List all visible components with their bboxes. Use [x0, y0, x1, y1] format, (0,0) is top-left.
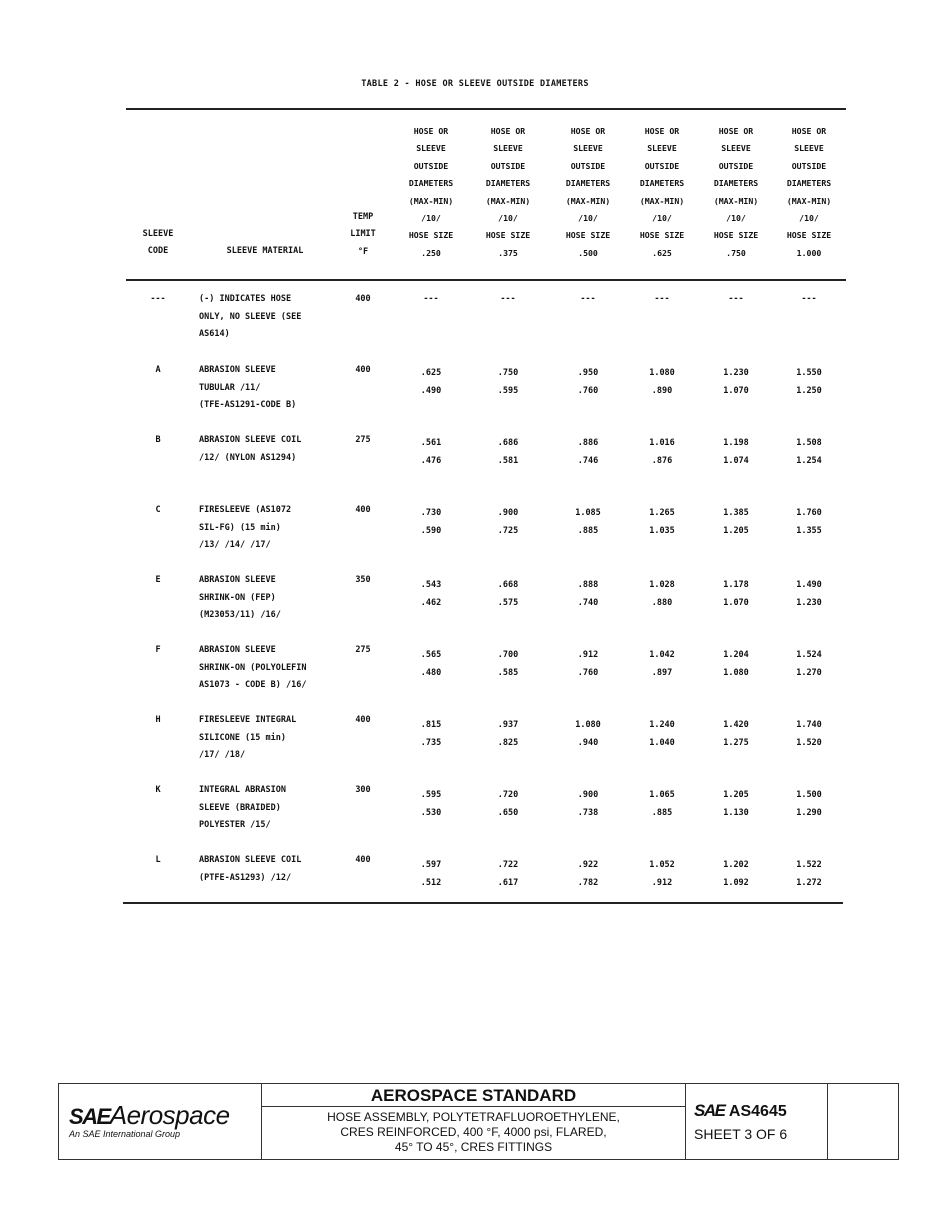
sheet-number: SHEET 3 OF 6: [694, 1126, 788, 1142]
sleeve-material-line: SIL-FG) (15 min): [199, 522, 281, 533]
temp-limit: 400: [355, 365, 371, 375]
header-hose-size-line: DIAMETERS: [713, 178, 759, 189]
diameter-cell: [703, 577, 769, 612]
diameter-min: .825: [497, 737, 519, 748]
header-hose-size-line: DIAMETERS: [485, 178, 531, 189]
header-hose-size-line: .250: [421, 247, 441, 258]
diameter-cell: [555, 857, 621, 892]
sleeve-material-line: SHRINK-ON (POLYOLEFIN: [199, 662, 307, 673]
header-hose-size-line: /10/: [498, 213, 518, 224]
header-hose-size-line: HOSE OR: [644, 126, 680, 136]
header-hose-size-line: .375: [498, 247, 518, 258]
diameter-cell: [629, 435, 695, 470]
table-bottom-rule: [123, 902, 843, 904]
diameter-cell: [703, 717, 769, 752]
diameter-cell: [703, 365, 769, 400]
sleeve-material-line: SILICONE (15 min): [199, 732, 286, 743]
header-hose-size-line: (MAX-MIN): [485, 195, 531, 206]
header-temp-line1: TEMP: [352, 212, 374, 222]
sleeve-code: ---: [150, 294, 166, 304]
header-hose-size-line: 1.000: [796, 247, 822, 258]
diameter-cell: [555, 365, 621, 400]
sleeve-material-line: /12/ (NYLON AS1294): [199, 452, 297, 463]
sleeve-code: E: [155, 575, 161, 585]
diameter-max: .720: [497, 790, 519, 800]
standard-title: AEROSPACE STANDARD: [262, 1084, 685, 1107]
diameter-min: .650: [497, 807, 519, 818]
diameter-min: .725: [497, 525, 519, 536]
diameter-max: 1.230: [723, 368, 749, 378]
diameter-cell: [398, 647, 464, 682]
header-hose-size-1: [398, 123, 464, 262]
diameter-cell: [475, 717, 541, 752]
logo-tagline: An SAE International Group: [69, 1129, 181, 1139]
diameter-min: 1.074: [723, 455, 749, 466]
header-hose-size-line: HOSE SIZE: [565, 230, 611, 241]
temp-limit: 300: [355, 785, 371, 795]
header-hose-size-line: OUTSIDE: [490, 160, 526, 171]
diameter-cell: [398, 717, 464, 752]
doc-number: [694, 1101, 787, 1121]
diameter-max: 1.080: [575, 720, 601, 730]
header-hose-size-6: [776, 123, 842, 262]
diameter-min: .581: [497, 455, 519, 466]
diameter-cell: [555, 717, 621, 752]
header-hose-size-line: OUTSIDE: [413, 160, 449, 171]
sleeve-material-line: AS614): [199, 329, 230, 339]
diameter-min: 1.272: [796, 877, 822, 888]
header-hose-size-line: HOSE OR: [718, 126, 754, 136]
sleeve-material-line: AS1073 - CODE B) /16/: [199, 680, 307, 690]
diameter-max: 1.524: [796, 650, 822, 660]
diameter-max: 1.420: [723, 720, 749, 730]
diameter-min: 1.230: [796, 597, 822, 608]
temp-limit: 350: [355, 575, 371, 585]
sleeve-material: [199, 362, 349, 415]
diameter-cell: [776, 857, 842, 892]
doc-number-text: AS4645: [728, 1103, 787, 1120]
diameter-min: .575: [497, 597, 519, 608]
diameter-max: .886: [577, 438, 599, 448]
diameter-min: .617: [497, 877, 519, 888]
header-hose-size-line: (MAX-MIN): [713, 195, 759, 206]
standard-cell: [262, 1084, 686, 1159]
header-temp-line2: LIMIT: [350, 229, 376, 240]
diameter-max: .565: [420, 650, 442, 660]
diameter-cell: [629, 291, 695, 309]
diameter-max: .900: [497, 508, 519, 518]
diameter-max: .543: [420, 580, 442, 590]
sleeve-material-line: (PTFE-AS1293) /12/: [199, 872, 292, 883]
diameter-max: ---: [728, 294, 744, 304]
diameter-min: .480: [420, 667, 442, 678]
header-hose-size-line: HOSE SIZE: [639, 230, 685, 241]
header-hose-size-line: DIAMETERS: [565, 178, 611, 189]
diameter-cell: [703, 857, 769, 892]
header-hose-size-5: [703, 123, 769, 262]
sleeve-material-line: ONLY, NO SLEEVE (SEE: [199, 311, 302, 322]
diameter-min: .595: [497, 385, 519, 396]
diameter-cell: [703, 505, 769, 540]
diameter-cell: [475, 435, 541, 470]
diameter-min: .760: [577, 667, 599, 678]
diameter-max: 1.385: [723, 508, 749, 518]
diameter-cell: [776, 365, 842, 400]
diameter-max: 1.550: [796, 368, 822, 378]
diameter-min: .940: [577, 737, 599, 748]
sae-logo-mark: SAE: [69, 1104, 110, 1129]
diameter-cell: [398, 857, 464, 892]
diameter-min: .585: [497, 667, 519, 678]
diameter-max: 1.052: [649, 860, 675, 870]
sleeve-material-line: ABRASION SLEEVE: [199, 645, 276, 655]
header-hose-size-line: DIAMETERS: [786, 178, 832, 189]
diameter-max: .668: [497, 580, 519, 590]
sleeve-material-line: TUBULAR /11/: [199, 382, 261, 393]
diameter-min: .782: [577, 877, 599, 888]
header-hose-size-line: .500: [578, 247, 598, 258]
temp-limit: 275: [355, 435, 371, 445]
sae-aerospace-logo: [69, 1100, 230, 1131]
sleeve-code: H: [155, 715, 161, 725]
diameter-min: .897: [651, 667, 673, 678]
header-hose-size-line: (MAX-MIN): [786, 195, 832, 206]
diameter-min: .590: [420, 525, 442, 536]
diameter-max: .912: [577, 650, 599, 660]
sleeve-code: F: [155, 645, 161, 655]
diameter-max: ---: [580, 294, 596, 304]
diameter-min: .880: [651, 597, 673, 608]
description-line1: HOSE ASSEMBLY, POLYTETRAFLUOROETHYLENE,: [327, 1110, 620, 1124]
diameter-cell: [776, 787, 842, 822]
sleeve-material-line: ABRASION SLEEVE: [199, 575, 276, 585]
diameter-cell: [398, 291, 464, 309]
header-hose-size-line: SLEEVE: [794, 143, 824, 154]
header-hose-size-line: (MAX-MIN): [565, 195, 611, 206]
diameter-min: .746: [577, 455, 599, 466]
header-hose-size-line: /10/: [652, 213, 672, 224]
header-hose-size-line: /10/: [726, 213, 746, 224]
header-hose-size-line: HOSE OR: [413, 126, 449, 136]
sleeve-material-line: (TFE-AS1291-CODE B): [199, 400, 297, 410]
diameter-min: 1.080: [723, 667, 749, 678]
header-hose-size-line: OUTSIDE: [570, 160, 606, 171]
sleeve-material-line: ABRASION SLEEVE COIL: [199, 855, 302, 865]
diameter-cell: [555, 647, 621, 682]
diameter-min: 1.275: [723, 737, 749, 748]
diameter-cell: [629, 505, 695, 540]
diameter-min: .885: [577, 525, 599, 536]
diameter-max: .686: [497, 438, 519, 448]
diameter-max: ---: [654, 294, 670, 304]
header-bottom-rule: [126, 279, 846, 281]
sleeve-material-line: ABRASION SLEEVE: [199, 365, 276, 375]
diameter-cell: [475, 505, 541, 540]
sleeve-material: [199, 572, 349, 625]
header-sleeve-code-line2: CODE: [147, 246, 169, 257]
diameter-min: .476: [420, 455, 442, 466]
diameter-cell: [398, 787, 464, 822]
diameter-cell: [398, 365, 464, 400]
diameter-max: 1.042: [649, 650, 675, 660]
table-top-rule: [126, 108, 846, 110]
diameter-max: 1.204: [723, 650, 749, 660]
diameter-cell: [475, 787, 541, 822]
diameter-min: 1.040: [649, 737, 675, 748]
diameter-min: 1.520: [796, 737, 822, 748]
header-hose-size-4: [629, 123, 695, 262]
diameter-max: .937: [497, 720, 519, 730]
diameter-cell: [629, 717, 695, 752]
diameter-cell: [629, 577, 695, 612]
header-temp: [342, 209, 384, 261]
sleeve-material: [199, 782, 349, 835]
sleeve-code: K: [155, 785, 161, 795]
sleeve-material-line: INTEGRAL ABRASION: [199, 785, 286, 795]
diameter-max: .625: [420, 368, 442, 378]
header-hose-size-line: (MAX-MIN): [639, 195, 685, 206]
diameter-max: ---: [500, 294, 516, 304]
sleeve-material-line: SHRINK-ON (FEP): [199, 592, 276, 603]
diameter-cell: [475, 291, 541, 309]
header-sleeve-material: SLEEVE MATERIAL: [226, 246, 304, 256]
diameter-cell: [555, 435, 621, 470]
description-line3: 45° TO 45°, CRES FITTINGS: [394, 1140, 553, 1154]
diameter-cell: [629, 787, 695, 822]
diameter-max: .888: [577, 580, 599, 590]
diameter-min: .912: [651, 877, 673, 888]
diameter-cell: [475, 577, 541, 612]
diameter-max: .561: [420, 438, 442, 448]
header-hose-size-line: DIAMETERS: [639, 178, 685, 189]
diameter-max: .750: [497, 368, 519, 378]
sleeve-material: [199, 712, 349, 765]
sleeve-material-line: /13/ /14/ /17/: [199, 540, 271, 550]
header-sleeve-code: [132, 226, 184, 261]
diameter-max: 1.085: [575, 508, 601, 518]
sleeve-material: [199, 642, 349, 695]
aerospace-logo-text: Aerospace: [109, 1100, 230, 1130]
diameter-min: 1.205: [723, 525, 749, 536]
diameter-min: .512: [420, 877, 442, 888]
temp-limit: 275: [355, 645, 371, 655]
sleeve-material-line: FIRESLEEVE (AS1072: [199, 505, 292, 515]
logo-cell: [59, 1084, 262, 1159]
diameter-cell: [703, 435, 769, 470]
header-hose-size-line: .625: [652, 247, 672, 258]
diameter-max: 1.028: [649, 580, 675, 590]
diameter-min: 1.130: [723, 807, 749, 818]
diameter-min: .735: [420, 737, 442, 748]
diameter-max: 1.522: [796, 860, 822, 870]
header-hose-size-line: /10/: [421, 213, 441, 224]
diameter-cell: [703, 787, 769, 822]
sleeve-material: [199, 852, 349, 887]
diameter-max: .922: [577, 860, 599, 870]
diameter-max: 1.178: [723, 580, 749, 590]
diameter-min: .530: [420, 807, 442, 818]
diameter-min: 1.250: [796, 385, 822, 396]
sleeve-code: B: [155, 435, 161, 445]
table-title: TABLE 2 - HOSE OR SLEEVE OUTSIDE DIAMETERS: [361, 79, 589, 89]
sleeve-code: A: [155, 365, 161, 375]
sleeve-material: [199, 502, 349, 555]
diameter-max: ---: [423, 294, 439, 304]
header-hose-size-3: [555, 123, 621, 262]
header-hose-size-line: HOSE SIZE: [408, 230, 454, 241]
header-hose-size-line: OUTSIDE: [644, 160, 680, 171]
temp-limit: 400: [355, 715, 371, 725]
diameter-cell: [776, 291, 842, 309]
diameter-max: 1.760: [796, 508, 822, 518]
diameter-cell: [555, 505, 621, 540]
sleeve-material-line: SLEEVE (BRAIDED): [199, 802, 281, 813]
diameter-cell: [629, 647, 695, 682]
description-line2: CRES REINFORCED, 400 °F, 4000 psi, FLARED,: [340, 1125, 607, 1139]
diameter-min: 1.290: [796, 807, 822, 818]
diameter-cell: [703, 647, 769, 682]
diameter-cell: [776, 505, 842, 540]
diameter-max: .597: [420, 860, 442, 870]
diameter-min: 1.092: [723, 877, 749, 888]
diameter-max: .815: [420, 720, 442, 730]
diameter-cell: [776, 647, 842, 682]
title-block: [58, 1083, 899, 1160]
sleeve-material-line: POLYESTER /15/: [199, 820, 271, 830]
diameter-min: .885: [651, 807, 673, 818]
diameter-max: .900: [577, 790, 599, 800]
diameter-max: 1.065: [649, 790, 675, 800]
diameter-max: .722: [497, 860, 519, 870]
header-temp-line3: °F: [357, 246, 369, 257]
header-hose-size-line: (MAX-MIN): [408, 195, 454, 206]
diameter-min: .890: [651, 385, 673, 396]
doc-sae-mark: SAE: [694, 1101, 725, 1120]
diameter-cell: [629, 365, 695, 400]
sleeve-code: L: [155, 855, 161, 865]
diameter-max: .595: [420, 790, 442, 800]
doc-number-cell: [686, 1084, 828, 1159]
diameter-min: 1.254: [796, 455, 822, 466]
diameter-max: ---: [801, 294, 817, 304]
header-hose-size-line: HOSE SIZE: [485, 230, 531, 241]
header-hose-size-line: HOSE OR: [570, 126, 606, 136]
sleeve-code: C: [155, 505, 161, 515]
sleeve-material-line: /17/ /18/: [199, 750, 246, 760]
diameter-min: 1.070: [723, 597, 749, 608]
diameter-max: 1.490: [796, 580, 822, 590]
diameter-cell: [776, 577, 842, 612]
sleeve-material: [199, 432, 349, 467]
sleeve-material-line: (M23053/11) /16/: [199, 610, 281, 620]
diameter-cell: [776, 435, 842, 470]
diameter-cell: [555, 787, 621, 822]
diameter-max: 1.205: [723, 790, 749, 800]
diameter-max: .950: [577, 368, 599, 378]
diameter-cell: [475, 857, 541, 892]
diameter-cell: [398, 577, 464, 612]
header-hose-size-line: SLEEVE: [416, 143, 446, 154]
diameter-cell: [703, 291, 769, 309]
header-hose-size-line: DIAMETERS: [408, 178, 454, 189]
temp-limit: 400: [355, 294, 371, 304]
diameter-max: 1.080: [649, 368, 675, 378]
diameter-max: 1.500: [796, 790, 822, 800]
header-hose-size-line: SLEEVE: [721, 143, 751, 154]
diameter-min: .738: [577, 807, 599, 818]
diameter-cell: [555, 577, 621, 612]
sleeve-material-line: ABRASION SLEEVE COIL: [199, 435, 302, 445]
header-hose-size-line: SLEEVE: [573, 143, 603, 154]
diameter-cell: [398, 435, 464, 470]
diameter-max: 1.265: [649, 508, 675, 518]
diameter-max: 1.240: [649, 720, 675, 730]
header-hose-size-line: /10/: [799, 213, 819, 224]
diameter-cell: [398, 505, 464, 540]
diameter-cell: [475, 647, 541, 682]
header-hose-size-line: HOSE SIZE: [713, 230, 759, 241]
diameter-max: .730: [420, 508, 442, 518]
diameter-max: 1.016: [649, 438, 675, 448]
diameter-min: .740: [577, 597, 599, 608]
sleeve-material-line: (-) INDICATES HOSE: [199, 294, 292, 304]
diameter-min: .490: [420, 385, 442, 396]
header-hose-size-line: HOSE SIZE: [786, 230, 832, 241]
header-hose-size-line: /10/: [578, 213, 598, 224]
diameter-min: 1.035: [649, 525, 675, 536]
diameter-cell: [555, 291, 621, 309]
diameter-min: .876: [651, 455, 673, 466]
diameter-min: .760: [577, 385, 599, 396]
temp-limit: 400: [355, 505, 371, 515]
header-hose-size-line: HOSE OR: [490, 126, 526, 136]
diameter-max: 1.740: [796, 720, 822, 730]
header-hose-size-line: SLEEVE: [493, 143, 523, 154]
diameter-min: 1.355: [796, 525, 822, 536]
temp-limit: 400: [355, 855, 371, 865]
header-hose-size-line: SLEEVE: [647, 143, 677, 154]
diameter-cell: [475, 365, 541, 400]
header-sleeve-code-line1: SLEEVE: [142, 229, 174, 239]
standard-description: [262, 1110, 685, 1155]
header-hose-size-2: [475, 123, 541, 262]
diameter-min: 1.270: [796, 667, 822, 678]
diameter-max: 1.202: [723, 860, 749, 870]
diameter-min: 1.070: [723, 385, 749, 396]
sleeve-material-line: FIRESLEEVE INTEGRAL: [199, 715, 297, 725]
header-hose-size-line: .750: [726, 247, 746, 258]
header-hose-size-line: HOSE OR: [791, 126, 827, 136]
header-hose-size-line: OUTSIDE: [791, 160, 827, 171]
diameter-max: 1.508: [796, 438, 822, 448]
sleeve-material: [199, 291, 349, 344]
diameter-max: 1.198: [723, 438, 749, 448]
diameter-cell: [629, 857, 695, 892]
diameter-min: .462: [420, 597, 442, 608]
header-hose-size-line: OUTSIDE: [718, 160, 754, 171]
diameter-max: .700: [497, 650, 519, 660]
diameter-cell: [776, 717, 842, 752]
